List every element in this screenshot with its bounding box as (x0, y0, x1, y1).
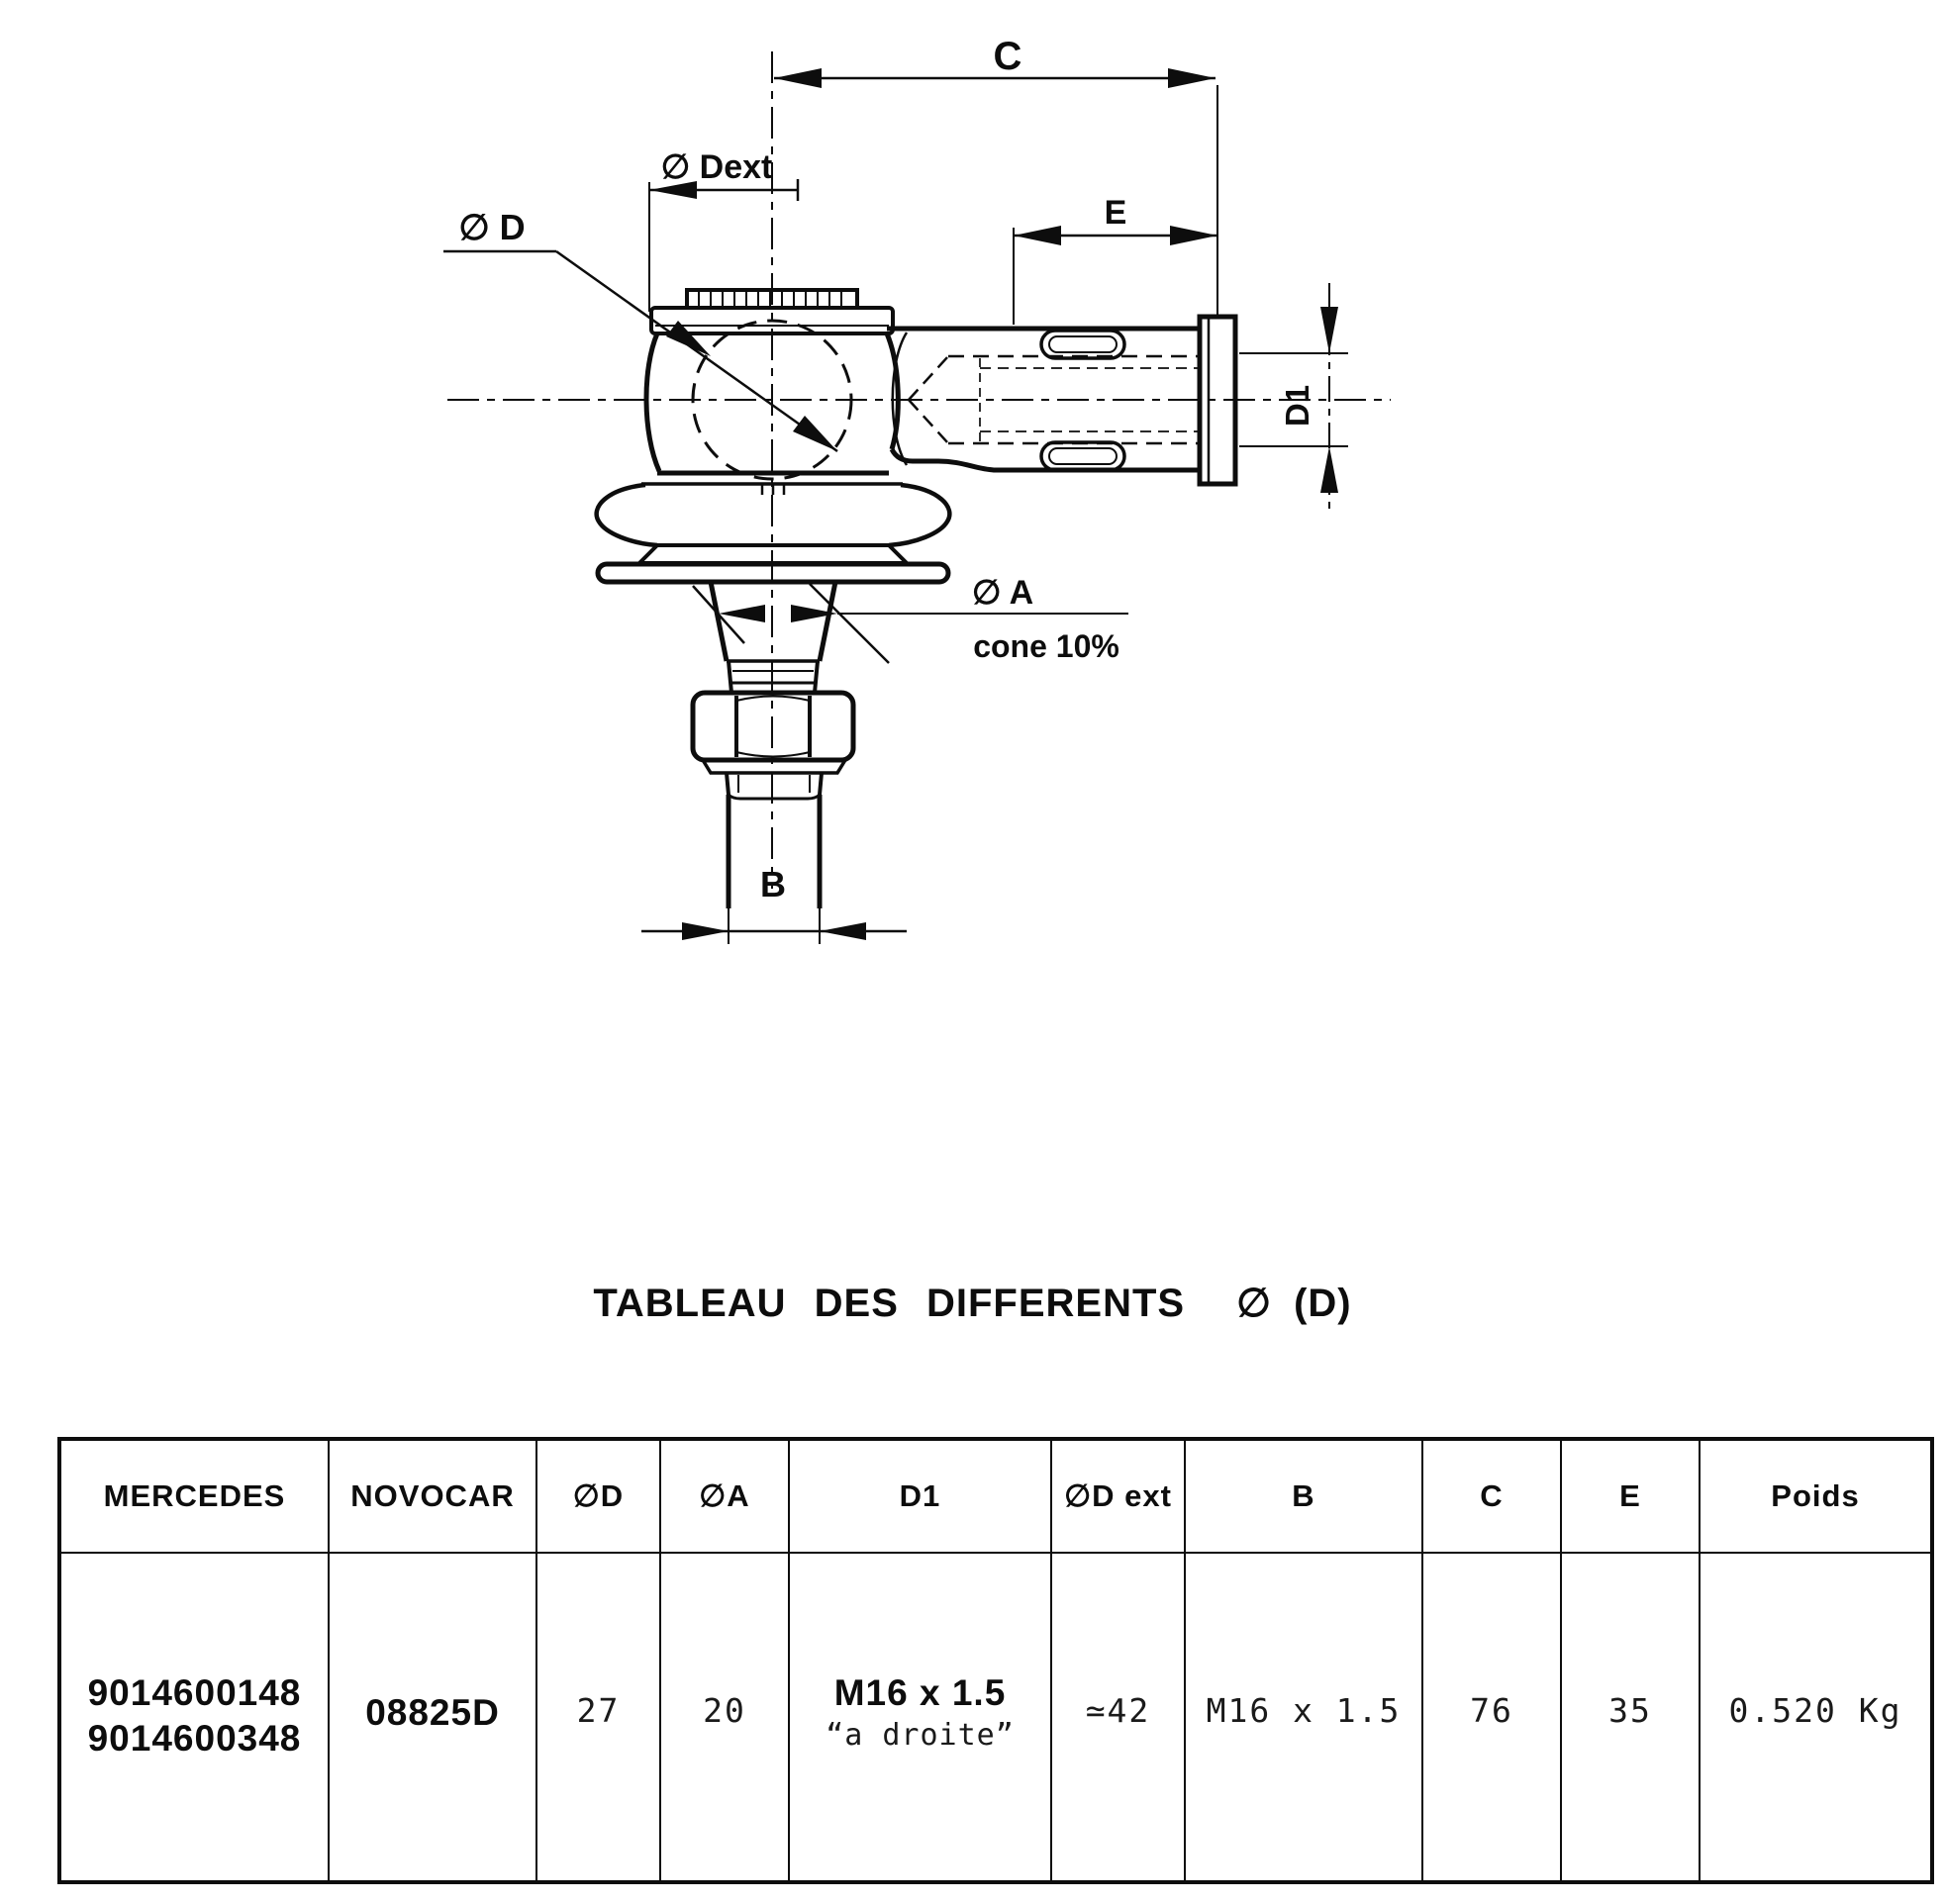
dimension-d (443, 207, 837, 451)
dimension-d1 (1239, 307, 1348, 493)
header-c: C (1422, 1439, 1561, 1553)
table-title-main: TABLEAU DES DIFFERENTS (593, 1282, 1186, 1325)
dim-a-label: ∅ A (971, 574, 1034, 612)
value-diam-a: 20 (703, 1691, 746, 1730)
novocar-ref: 08825D (365, 1692, 500, 1733)
table-row (59, 1553, 1932, 1882)
dim-c-label: C (993, 35, 1022, 78)
cone-note: cone 10% (973, 628, 1119, 664)
centerlines (447, 51, 1391, 889)
table-title (0, 1281, 1945, 1326)
header-e: E (1561, 1439, 1700, 1553)
cell-d1 (789, 1553, 1051, 1882)
cell-mercedes (59, 1553, 329, 1882)
cell-b (1185, 1553, 1422, 1882)
cap-hatch (699, 292, 841, 306)
value-diam-d: 27 (576, 1691, 621, 1730)
header-row (59, 1439, 1932, 1553)
cell-poids (1700, 1553, 1932, 1882)
dimension-e (1014, 194, 1217, 325)
dim-d-label: ∅ D (458, 207, 526, 247)
header-b: B (1185, 1439, 1422, 1553)
cell-e (1561, 1553, 1700, 1882)
spec-table (57, 1437, 1934, 1884)
table-title-diameter: ∅ (D) (1236, 1282, 1352, 1325)
value-poids: 0.520 Kg (1728, 1691, 1902, 1730)
header-d1: D1 (789, 1439, 1051, 1553)
cell-diam-dext (1051, 1553, 1185, 1882)
dim-dext-label: ∅ Dext (660, 148, 773, 186)
boot (597, 473, 950, 582)
value-diam-dext: ≃42 (1085, 1691, 1151, 1730)
part-outline (597, 290, 1235, 908)
dimension-b (641, 864, 907, 944)
value-c: 76 (1470, 1691, 1513, 1730)
cell-diam-d (536, 1553, 660, 1882)
dim-b-label: B (760, 864, 786, 904)
value-d1-thread: M16 x 1.5 (833, 1672, 1007, 1713)
header-diam-dext: ∅D ext (1051, 1439, 1185, 1553)
header-diam-d: ∅D (536, 1439, 660, 1553)
value-d1-direction: “a droite” (826, 1718, 1015, 1754)
cell-novocar (329, 1553, 536, 1882)
dim-e-label: E (1104, 194, 1127, 232)
dimension-c (774, 35, 1217, 315)
value-e: 35 (1608, 1691, 1652, 1730)
cell-c (1422, 1553, 1561, 1882)
cell-diam-a (660, 1553, 789, 1882)
value-b: M16 x 1.5 (1206, 1691, 1402, 1730)
header-diam-a: ∅A (660, 1439, 789, 1553)
header-poids: Poids (1700, 1439, 1932, 1553)
header-mercedes: MERCEDES (59, 1439, 329, 1553)
dimension-dext (649, 148, 798, 312)
header-novocar: NOVOCAR (329, 1439, 536, 1553)
mercedes-ref-2: 9014600348 (87, 1718, 302, 1760)
dim-d1-label: D1 (1279, 384, 1315, 428)
dimension-a (693, 574, 1128, 664)
mercedes-ref-1: 9014600148 (87, 1672, 302, 1713)
